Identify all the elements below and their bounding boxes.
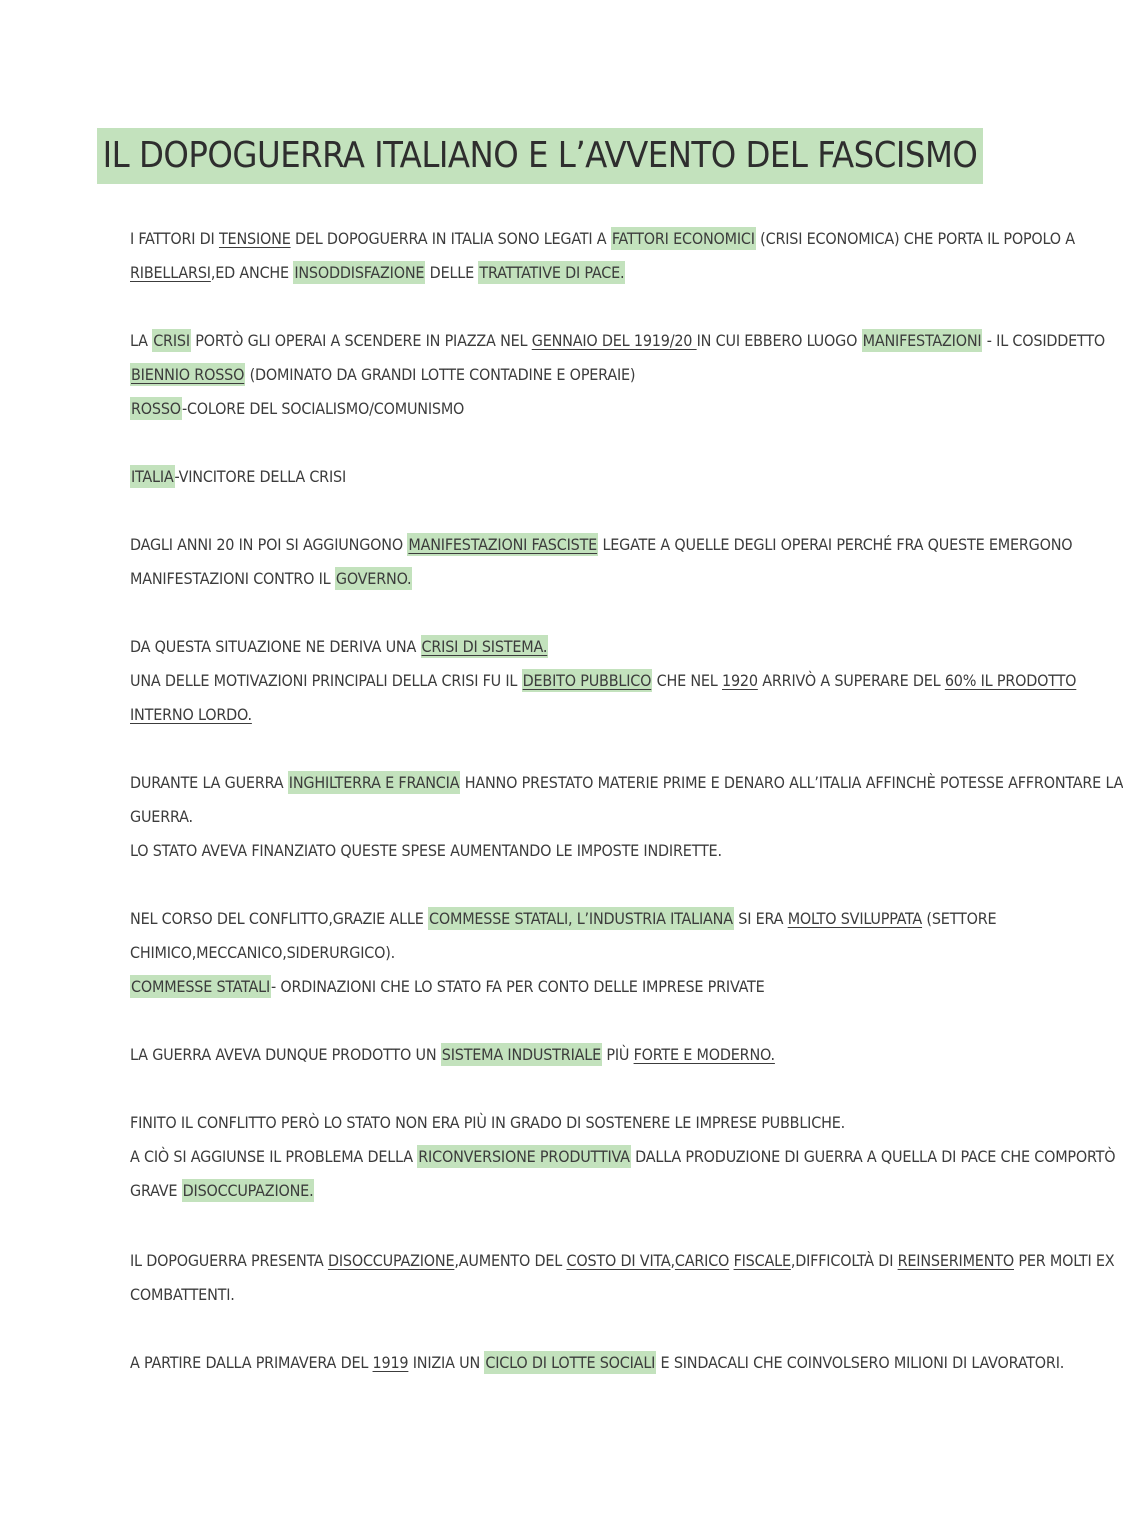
paragraph — [130, 324, 1106, 426]
text-segment: CHIMICO,MECCANICO,SIDERURGICO). — [130, 943, 396, 962]
text-line — [130, 800, 960, 834]
text-segment: -COLORE DEL SOCIALISMO/COMUNISMO — [181, 399, 465, 418]
text-segment: (DOMINATO DA GRANDI LOTTE CONTADINE E OPERAIE) — [245, 365, 636, 384]
paragraph — [130, 630, 1077, 732]
text-segment: (CRISI ECONOMICA) CHE PORTA IL POPOLO A — [755, 229, 1075, 248]
paragraph — [130, 902, 997, 1004]
text-segment: - IL COSIDDETTO — [982, 331, 1106, 350]
text-segment: GRAVE — [130, 1181, 182, 1200]
highlighted-text: FATTORI ECONOMICI — [611, 229, 755, 248]
highlighted-text: RICONVERSIONE PRODUTTIVA — [418, 1147, 630, 1166]
underlined-text: INTERNO LORDO. — [130, 705, 252, 724]
highlighted-text: COMMESSE STATALI, L’INDUSTRIA ITALIANA — [428, 909, 733, 928]
underlined-text: 1920 — [722, 671, 758, 690]
text-segment: A PARTIRE DALLA PRIMAVERA DEL — [130, 1353, 373, 1372]
underlined-text: CARICO — [674, 1251, 730, 1270]
text-segment: GUERRA. — [130, 807, 193, 826]
text-line — [130, 970, 960, 1004]
highlighted-text: SISTEMA INDUSTRIALE — [441, 1045, 601, 1064]
text-segment: UNA DELLE MOTIVAZIONI PRINCIPALI DELLA CRISI FU IL — [130, 671, 522, 690]
paragraph — [130, 1038, 960, 1072]
text-line — [130, 834, 960, 868]
highlighted-text: MANIFESTAZIONI — [862, 331, 982, 350]
underlined-text: MOLTO SVILUPPATA — [787, 909, 923, 928]
text-segment: ,AUMENTO DEL — [454, 1251, 567, 1270]
text-line — [130, 1174, 960, 1208]
text-segment: CHE NEL — [652, 671, 722, 690]
underlined-text: FORTE E MODERNO. — [633, 1045, 775, 1064]
paragraph — [130, 1346, 1065, 1380]
highlighted-text: ITALIA — [131, 467, 174, 486]
text-line — [130, 630, 960, 664]
text-segment: LEGATE A QUELLE DEGLI OPERAI PERCHÉ FRA QUESTE EMERGONO — [598, 535, 1073, 554]
text-segment: MANIFESTAZIONI CONTRO IL — [130, 569, 335, 588]
text-segment: E SINDACALI CHE COINVOLSERO MILIONI DI LAVORATORI. — [656, 1353, 1065, 1372]
text-line — [130, 1346, 1065, 1380]
text-segment: DALLA PRODUZIONE DI GUERRA A QUELLA DI PACE CHE COMPORTÒ — [630, 1147, 1116, 1166]
highlighted-text: INSODDISFAZIONE — [294, 263, 425, 282]
underlined-text: COSTO DI VITA — [566, 1251, 671, 1270]
text-line — [130, 698, 960, 732]
text-line — [130, 324, 1106, 358]
paragraph — [130, 766, 1123, 868]
highlighted-text: CICLO DI LOTTE SOCIALI — [485, 1353, 656, 1372]
title-container — [0, 128, 1080, 184]
highlighted-text: TRATTATIVE DI PACE. — [479, 263, 625, 282]
text-segment: LA — [130, 331, 153, 350]
text-line — [130, 1106, 960, 1140]
paragraph — [130, 222, 1075, 290]
paragraph — [130, 528, 1073, 596]
page-title: IL DOPOGUERRA ITALIANO E L’AVVENTO DEL FASCISMO — [97, 128, 984, 184]
text-segment: DEL DOPOGUERRA IN ITALIA SONO LEGATI A — [290, 229, 611, 248]
text-line — [130, 460, 960, 494]
highlighted-text: DEBITO PUBBLICO — [522, 671, 652, 690]
highlighted-text: GOVERNO. — [335, 569, 412, 588]
text-segment: LA GUERRA AVEVA DUNQUE PRODOTTO UN — [130, 1045, 441, 1064]
text-line — [130, 1038, 960, 1072]
text-segment: A CIÒ SI AGGIUNSE IL PROBLEMA DELLA — [130, 1147, 418, 1166]
underlined-text: GENNAIO DEL 1919/20 — [531, 331, 697, 350]
text-line — [130, 358, 960, 392]
underlined-text: TENSIONE — [218, 229, 291, 248]
text-segment: SI ERA — [733, 909, 788, 928]
text-line — [130, 1244, 1115, 1278]
text-segment: IN CUI EBBERO LUOGO — [696, 331, 862, 350]
text-segment: FINITO IL CONFLITTO PERÒ LO STATO NON ERA PIÙ IN GRADO DI SOSTENERE LE IMPRESE PUBBLICHE. — [130, 1113, 845, 1132]
text-segment: DA QUESTA SITUAZIONE NE DERIVA UNA — [130, 637, 421, 656]
highlighted-text: BIENNIO ROSSO — [131, 365, 245, 384]
highlighted-text: CRISI — [153, 331, 190, 350]
underlined-text: 60% IL PRODOTTO — [944, 671, 1077, 690]
text-line — [130, 256, 960, 290]
text-line — [130, 392, 960, 426]
text-segment: PER MOLTI EX — [1014, 1251, 1115, 1270]
text-line — [130, 664, 1077, 698]
highlighted-text: COMMESSE STATALI — [131, 977, 271, 996]
highlighted-text: MANIFESTAZIONI FASCISTE — [408, 535, 598, 554]
underlined-text: REINSERIMENTO — [897, 1251, 1014, 1270]
text-segment: LO STATO AVEVA FINANZIATO QUESTE SPESE AUMENTANDO LE IMPOSTE INDIRETTE. — [130, 841, 722, 860]
paragraph — [130, 1244, 1115, 1312]
text-segment: ,DIFFICOLTÀ DI — [790, 1251, 898, 1270]
text-segment: NEL CORSO DEL CONFLITTO,GRAZIE ALLE — [130, 909, 428, 928]
underlined-text: RIBELLARSI — [130, 263, 211, 282]
highlighted-text: DISOCCUPAZIONE. — [182, 1181, 314, 1200]
highlighted-text: CRISI DI SISTEMA. — [421, 637, 548, 656]
text-segment: IL DOPOGUERRA PRESENTA — [130, 1251, 328, 1270]
text-segment: PORTÒ GLI OPERAI A SCENDERE IN PIAZZA NEL — [190, 331, 532, 350]
text-segment: DELLE — [425, 263, 479, 282]
text-line — [130, 562, 960, 596]
text-line — [130, 222, 1075, 256]
text-segment: INIZIA UN — [408, 1353, 485, 1372]
underlined-text: DISOCCUPAZIONE — [327, 1251, 455, 1270]
text-segment: DURANTE LA GUERRA — [130, 773, 288, 792]
text-segment: DAGLI ANNI 20 IN POI SI AGGIUNGONO — [130, 535, 408, 554]
text-segment: HANNO PRESTATO MATERIE PRIME E DENARO ALL’ITALIA AFFINCHÈ POTESSE AFFRONTARE LA — [460, 773, 1123, 792]
text-segment: I FATTORI DI — [130, 229, 219, 248]
text-segment: COMBATTENTI. — [130, 1285, 235, 1304]
text-line — [130, 528, 1073, 562]
text-segment: PIÙ — [601, 1045, 634, 1064]
text-segment: ,ED ANCHE — [210, 263, 294, 282]
highlighted-text: ROSSO — [131, 399, 181, 418]
text-line — [130, 902, 997, 936]
underlined-text: FISCALE — [733, 1251, 791, 1270]
text-line — [130, 766, 1123, 800]
text-line — [130, 1278, 960, 1312]
text-line — [130, 936, 960, 970]
paragraph — [130, 1106, 1116, 1208]
text-line — [130, 1140, 1116, 1174]
text-segment: ARRIVÒ A SUPERARE DEL — [757, 671, 945, 690]
highlighted-text: INGHILTERRA E FRANCIA — [288, 773, 460, 792]
text-segment: , — [670, 1251, 675, 1270]
underlined-text: 1919 — [372, 1353, 409, 1372]
paragraph — [130, 460, 960, 494]
text-segment: - ORDINAZIONI CHE LO STATO FA PER CONTO DELLE IMPRESE PRIVATE — [271, 977, 765, 996]
text-segment: (SETTORE — [922, 909, 997, 928]
text-segment: -VINCITORE DELLA CRISI — [174, 467, 347, 486]
